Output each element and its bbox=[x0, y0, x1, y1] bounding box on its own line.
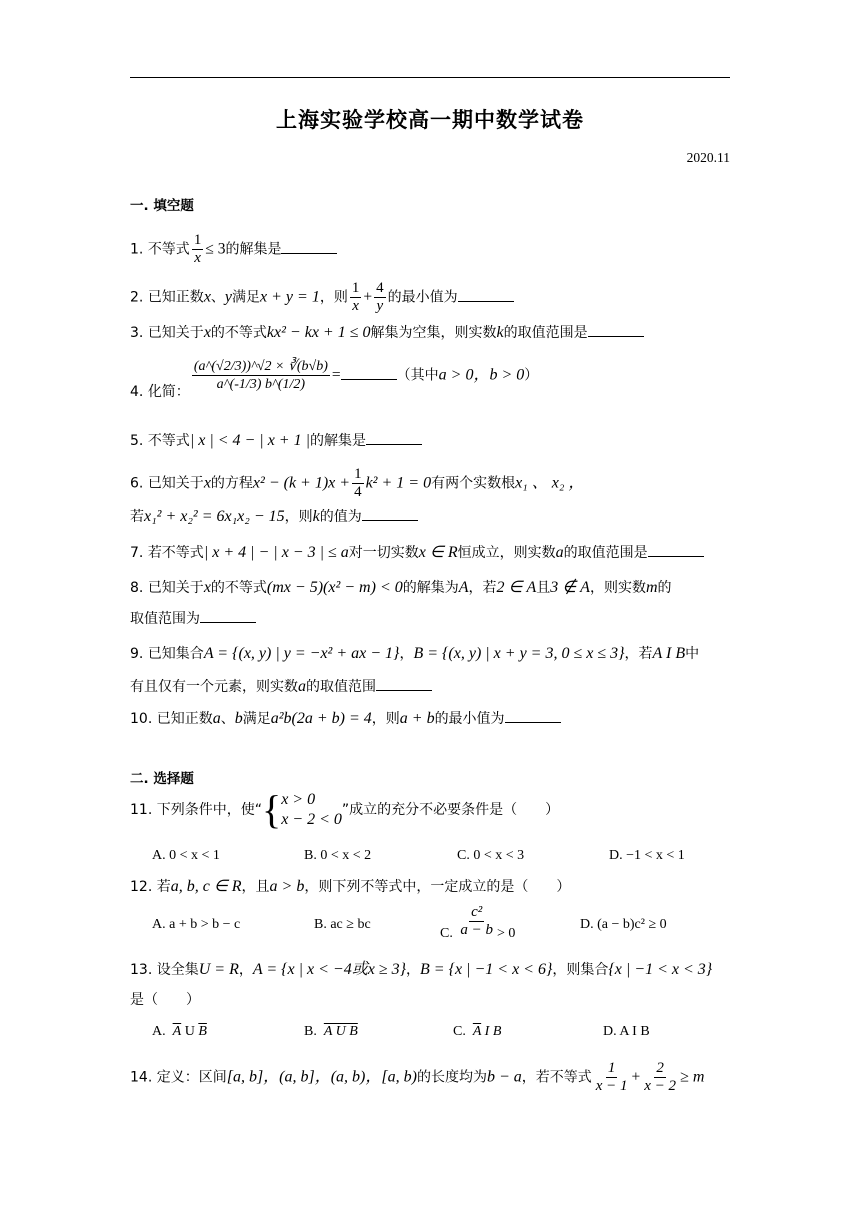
fraction: $\frac{4}{y}$ bbox=[376, 280, 384, 314]
answer-blank[interactable] bbox=[376, 676, 432, 691]
condition-system: { x > 0 x − 2 < 0 bbox=[261, 787, 342, 832]
answer-blank[interactable] bbox=[341, 365, 397, 380]
question-6: 6. 已知关于x的方程x² − (k + 1)x + $\frac{1}{4}$ k² + 1 = 0有两个实数根x₁ 、 x₂ ， bbox=[130, 466, 585, 500]
fraction: $\frac{1}{x}$ bbox=[193, 232, 202, 266]
option-d[interactable]: D. (a − b)c² ≥ 0 bbox=[580, 917, 667, 932]
fraction: $\frac{1}{x - 1}$ bbox=[595, 1060, 628, 1094]
option-d[interactable]: D. −1 < x < 1 bbox=[609, 848, 685, 863]
fraction: $\frac{2}{x - 2}$ bbox=[644, 1060, 677, 1094]
option-a[interactable]: A. 0 < x < 1 bbox=[152, 848, 220, 863]
question-10: 10. 已知正数a、b满足a²b(2a + b) = 4，则a + b的最小值为 bbox=[130, 708, 730, 729]
fraction: $\frac{1}{x}$ bbox=[351, 280, 360, 314]
fraction: $\frac{1}{4}$ bbox=[354, 466, 362, 500]
option-b[interactable]: B. A U B bbox=[304, 1024, 358, 1039]
option-d[interactable]: D. A I B bbox=[603, 1024, 650, 1039]
simplify-expression: $\frac{(a\^{}(√2/3))\^{}√2 \times ∛(b√b)}{a\^{}(-1/3) b\^{}(1/2)}$ bbox=[193, 359, 328, 392]
option-a[interactable]: A. $\overline{A}$ U $\overline{B}$ bbox=[152, 1024, 207, 1039]
question-12: 12. 若a, b, c ∈ R，且a > b，则下列不等式中，一定成立的是（ ） bbox=[130, 878, 571, 895]
question-8: 8. 已知关于x的不等式(mx − 5)(x² − m) < 0的解集为A，若2 ∈ A且3 ∉ A，则实数m的 bbox=[130, 579, 672, 596]
answer-blank[interactable] bbox=[362, 506, 418, 521]
question-4: 4. 化简： $\frac{(a\^{}(√2/3))\^{}√2 \times ∛(b√b)}{a\^{}(-1/3) b\^{}(1/2)}$ = （其中a > 0，b > 0） bbox=[130, 359, 539, 400]
exam-date: 2020.11 bbox=[686, 150, 730, 165]
answer-blank[interactable] bbox=[588, 322, 644, 337]
question-9: 9. 已知集合A = {(x, y) | y = −x² + ax − 1}，B = {(x, y) | x + y = 3, 0 ≤ x ≤ 3}，若A I B中 bbox=[130, 645, 700, 662]
section-fill-in: 一. 填空题 bbox=[130, 198, 194, 214]
option-c[interactable]: C. $\frac{\text{c²}}{a - b}$ > 0 bbox=[440, 904, 516, 941]
question-6-line2: 若x₁² + x₂² = 6x₁x₂ − 15，则k的值为 bbox=[130, 506, 730, 527]
question-8-line2: 取值范围为 bbox=[130, 608, 730, 629]
answer-blank[interactable] bbox=[281, 239, 337, 254]
option-b[interactable]: B. ac ≥ bc bbox=[314, 917, 371, 932]
answer-blank[interactable] bbox=[200, 608, 256, 623]
option-a[interactable]: A. a + b > b − c bbox=[152, 917, 241, 932]
header-rule bbox=[130, 77, 730, 78]
option-b[interactable]: B. 0 < x < 2 bbox=[304, 848, 372, 863]
question-7: 7. 若不等式| x + 4 | − | x − 3 | ≤ a对一切实数x ∈ R恒成立，则实数a的取值范围是 bbox=[130, 542, 730, 563]
question-3: 3. 已知关于x的不等式kx² − kx + 1 ≤ 0解集为空集，则实数k的取值范围是 bbox=[130, 322, 730, 343]
option-c[interactable]: C. 0 < x < 3 bbox=[457, 848, 525, 863]
question-9-line2: 有且仅有一个元素，则实数a的取值范围 bbox=[130, 676, 730, 697]
option-c[interactable]: C. $\overline{A}$ I B bbox=[453, 1024, 502, 1039]
question-11: 11. 下列条件中，使“ { x > 0 x − 2 < 0 ”成立的充分不必要条件是（ ） bbox=[130, 787, 560, 832]
question-14: 14. 定义：区间[a, b]，(a, b]，(a, b)，[a, b)的长度均为b − a，若不等式 $\frac{1}{x - 1}$ + $\frac{2}{x - 2}$ ≥ m bbox=[130, 1060, 705, 1094]
page-title: 上海实验学校高一期中数学试卷 bbox=[276, 108, 584, 132]
answer-blank[interactable] bbox=[458, 287, 514, 302]
question-5: 5. 不等式| x | < 4 − | x + 1 |的解集是 bbox=[130, 430, 730, 451]
question-13: 13. 设全集U = R，A = {x | x < −4或x ≥ 3}，B = {x | −1 < x < 6}，则集合{x | −1 < x < 3} bbox=[130, 961, 713, 978]
answer-blank[interactable] bbox=[505, 708, 561, 723]
question-13-line2: 是（ ） bbox=[130, 992, 200, 1008]
answer-blank[interactable] bbox=[366, 430, 422, 445]
question-1: 1. 不等式 $\frac{1}{x}$ ≤ 3的解集是 bbox=[130, 232, 730, 267]
answer-blank[interactable] bbox=[648, 542, 704, 557]
section-choice: 二. 选择题 bbox=[130, 771, 194, 787]
question-2: 2. 已知正数x、y满足x + y = 1，则 $\frac{1}{x}$ + $\frac{4}{y}$ 的最小值为 bbox=[130, 280, 730, 315]
